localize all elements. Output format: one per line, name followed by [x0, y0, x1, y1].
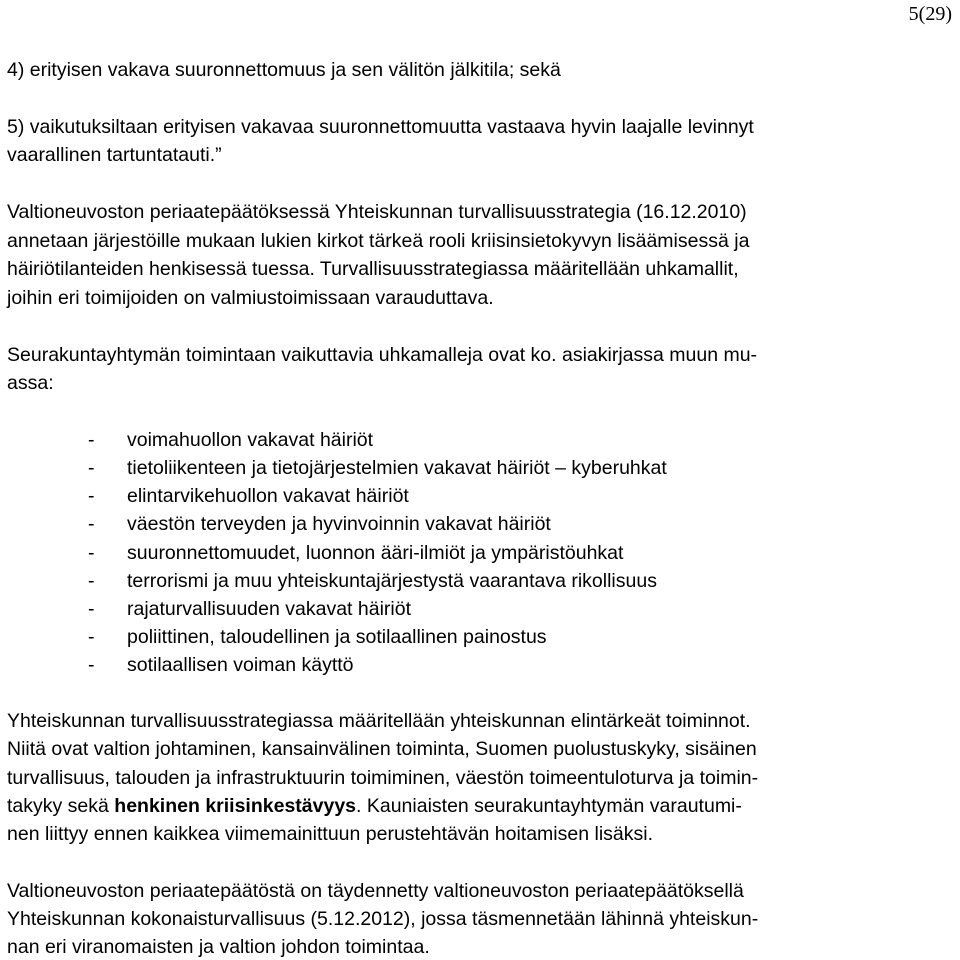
- list-item-text: suuronnettomuudet, luonnon ääri-ilmiöt ja ympäristöuhkat: [127, 542, 624, 564]
- vital-functions-line-4-start: takyky sekä: [7, 795, 115, 817]
- strategy-paragraph-line-2: annetaan järjestöille mukaan lukien kirkot tärkeä rooli kriisinsietokyvyn lisäämisessä ja: [7, 230, 750, 252]
- list-item-text: elintarvikehuollon vakavat häiriöt: [127, 485, 409, 507]
- supplement-paragraph-line-3: nan eri viranomaisten ja valtion johdon toimintaa.: [7, 936, 430, 958]
- vital-functions-line-3: turvallisuus, talouden ja infrastruktuurin toimiminen, väestön toimeentuloturva ja toimin-: [7, 767, 759, 789]
- supplement-paragraph-line-1: Valtioneuvoston periaatepäätöstä on täydennetty valtioneuvoston periaatepäätöksellä: [7, 880, 744, 902]
- strategy-paragraph-line-4: joihin eri toimijoiden on valmiustoimissaan varauduttava.: [7, 287, 494, 309]
- threat-intro-line-1: Seurakuntayhtymän toimintaan vaikuttavia uhkamalleja ovat ko. asiakirjassa muun mu-: [7, 344, 758, 366]
- list-item-text: terrorismi ja muu yhteiskuntajärjestystä vaarantava rikollisuus: [127, 570, 657, 592]
- paragraph-item-4: 4) erityisen vakava suuronnettomuus ja sen välitön jälkitila; sekä: [7, 59, 561, 81]
- list-bullet: -: [88, 542, 95, 564]
- list-item-text: voimahuollon vakavat häiriöt: [127, 429, 374, 451]
- list-bullet: -: [88, 626, 95, 648]
- list-item-text: väestön terveyden ja hyvinvoinnin vakavat häiriöt: [127, 513, 551, 535]
- supplement-paragraph-line-2: Yhteiskunnan kokonaisturvallisuus (5.12.2012), jossa täsmennetään lähinnä yhteiskun-: [7, 908, 759, 930]
- paragraph-item-5-line-2: vaarallinen tartuntatauti.”: [7, 144, 222, 166]
- list-bullet: -: [88, 457, 95, 479]
- list-item-text: tietoliikenteen ja tietojärjestelmien vakavat häiriöt – kyberuhkat: [127, 457, 667, 479]
- strategy-paragraph-line-1: Valtioneuvoston periaatepäätöksessä Yhteiskunnan turvallisuusstrategia (16.12.2010): [7, 201, 747, 223]
- page-number: 5(29): [908, 3, 952, 25]
- list-bullet: -: [88, 485, 95, 507]
- paragraph-item-5-line-1: 5) vaikutuksiltaan erityisen vakavaa suuronnettomuutta vastaava hyvin laajalle levinnyt: [7, 116, 754, 138]
- vital-functions-line-4-end: . Kauniaisten seurakuntayhtymän varautumi-: [356, 795, 742, 817]
- mental-crisis-resilience-emphasis: henkinen kriisinkestävyys: [114, 795, 357, 817]
- list-bullet: -: [88, 570, 95, 592]
- vital-functions-line-2: Niitä ovat valtion johtaminen, kansainvälinen toiminta, Suomen puolustuskyky, sisäinen: [7, 738, 757, 760]
- list-bullet: -: [88, 513, 95, 535]
- list-item-text: poliittinen, taloudellinen ja sotilaallinen painostus: [127, 626, 547, 648]
- list-bullet: -: [88, 429, 95, 451]
- vital-functions-line-1: Yhteiskunnan turvallisuusstrategiassa määritellään yhteiskunnan elintärkeät toiminnot.: [7, 710, 751, 732]
- strategy-paragraph-line-3: häiriötilanteiden henkisessä tuessa. Turvallisuusstrategiassa määritellään uhkamallit,: [7, 258, 739, 280]
- list-bullet: -: [88, 598, 95, 620]
- vital-functions-line-5: nen liittyy ennen kaikkea viimemainittuun perustehtävän hoitamisen lisäksi.: [7, 823, 654, 845]
- list-item-text: sotilaallisen voiman käyttö: [127, 654, 354, 676]
- threat-intro-line-2: assa:: [7, 372, 54, 394]
- list-bullet: -: [88, 654, 95, 676]
- vital-functions-line-4: [7, 794, 742, 818]
- list-item-text: rajaturvallisuuden vakavat häiriöt: [127, 598, 411, 620]
